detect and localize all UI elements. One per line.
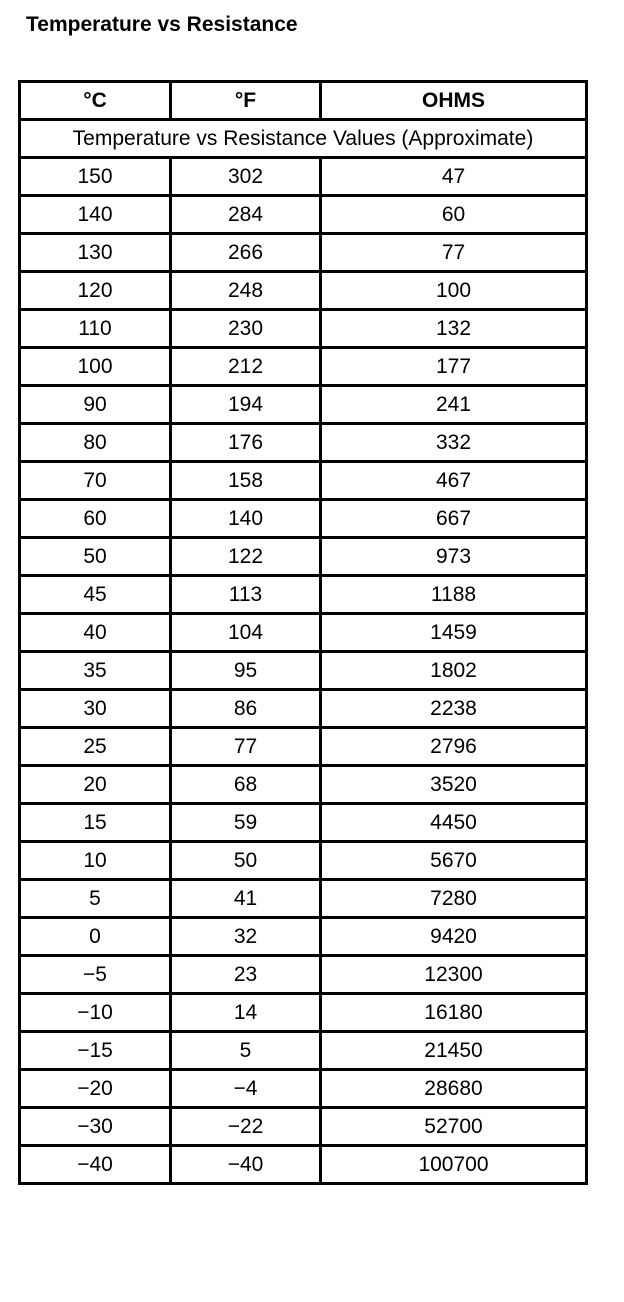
cell-celsius: 30 — [20, 690, 171, 728]
cell-ohms: 3520 — [321, 766, 587, 804]
cell-celsius: −10 — [20, 994, 171, 1032]
cell-fahrenheit: 14 — [171, 994, 321, 1032]
table-row — [20, 728, 587, 766]
table-row — [20, 310, 587, 348]
cell-fahrenheit: 23 — [171, 956, 321, 994]
table-row — [20, 234, 587, 272]
cell-ohms: 667 — [321, 500, 587, 538]
table-row — [20, 652, 587, 690]
cell-fahrenheit: 176 — [171, 424, 321, 462]
cell-ohms: 2238 — [321, 690, 587, 728]
cell-celsius: 100 — [20, 348, 171, 386]
table-row — [20, 842, 587, 880]
cell-celsius: 140 — [20, 196, 171, 234]
cell-celsius: 90 — [20, 386, 171, 424]
table-row — [20, 386, 587, 424]
cell-fahrenheit: 302 — [171, 158, 321, 196]
cell-ohms: 28680 — [321, 1070, 587, 1108]
cell-celsius: −30 — [20, 1108, 171, 1146]
cell-ohms: 1188 — [321, 576, 587, 614]
cell-ohms: 16180 — [321, 994, 587, 1032]
header-ohms: OHMS — [321, 82, 587, 120]
header-row — [20, 82, 587, 120]
cell-fahrenheit: −4 — [171, 1070, 321, 1108]
cell-fahrenheit: 59 — [171, 804, 321, 842]
cell-celsius: 35 — [20, 652, 171, 690]
table-row — [20, 804, 587, 842]
cell-fahrenheit: 5 — [171, 1032, 321, 1070]
cell-fahrenheit: −22 — [171, 1108, 321, 1146]
header-fahrenheit: °F — [171, 82, 321, 120]
table-row — [20, 576, 587, 614]
table-row — [20, 500, 587, 538]
table-row — [20, 690, 587, 728]
table-row — [20, 994, 587, 1032]
cell-celsius: 20 — [20, 766, 171, 804]
cell-fahrenheit: 212 — [171, 348, 321, 386]
table-subtitle: Temperature vs Resistance Values (Approximate) — [20, 120, 587, 158]
cell-ohms: 77 — [321, 234, 587, 272]
subtitle-row — [20, 120, 587, 158]
cell-ohms: 5670 — [321, 842, 587, 880]
cell-fahrenheit: 158 — [171, 462, 321, 500]
cell-ohms: 2796 — [321, 728, 587, 766]
cell-celsius: 5 — [20, 880, 171, 918]
cell-celsius: 130 — [20, 234, 171, 272]
cell-fahrenheit: 95 — [171, 652, 321, 690]
cell-celsius: −40 — [20, 1146, 171, 1184]
cell-celsius: 40 — [20, 614, 171, 652]
cell-celsius: −5 — [20, 956, 171, 994]
cell-ohms: 9420 — [321, 918, 587, 956]
table-row — [20, 880, 587, 918]
table-row — [20, 196, 587, 234]
cell-fahrenheit: 113 — [171, 576, 321, 614]
table-row — [20, 158, 587, 196]
cell-celsius: 60 — [20, 500, 171, 538]
cell-ohms: 132 — [321, 310, 587, 348]
cell-fahrenheit: 41 — [171, 880, 321, 918]
cell-fahrenheit: 50 — [171, 842, 321, 880]
cell-celsius: 120 — [20, 272, 171, 310]
cell-ohms: 12300 — [321, 956, 587, 994]
table-row — [20, 1032, 587, 1070]
cell-celsius: 150 — [20, 158, 171, 196]
cell-fahrenheit: 32 — [171, 918, 321, 956]
cell-celsius: 110 — [20, 310, 171, 348]
cell-fahrenheit: 122 — [171, 538, 321, 576]
table-row — [20, 272, 587, 310]
cell-ohms: 973 — [321, 538, 587, 576]
table-body — [20, 158, 587, 1184]
cell-ohms: 100700 — [321, 1146, 587, 1184]
cell-celsius: 50 — [20, 538, 171, 576]
cell-ohms: 47 — [321, 158, 587, 196]
cell-celsius: −20 — [20, 1070, 171, 1108]
cell-fahrenheit: 104 — [171, 614, 321, 652]
cell-fahrenheit: 230 — [171, 310, 321, 348]
cell-ohms: 100 — [321, 272, 587, 310]
table-row — [20, 1070, 587, 1108]
table-row — [20, 424, 587, 462]
table-row — [20, 614, 587, 652]
cell-fahrenheit: 86 — [171, 690, 321, 728]
table-row — [20, 348, 587, 386]
cell-ohms: 4450 — [321, 804, 587, 842]
cell-fahrenheit: 77 — [171, 728, 321, 766]
cell-fahrenheit: 140 — [171, 500, 321, 538]
cell-ohms: 241 — [321, 386, 587, 424]
cell-fahrenheit: 266 — [171, 234, 321, 272]
cell-fahrenheit: 284 — [171, 196, 321, 234]
cell-fahrenheit: 248 — [171, 272, 321, 310]
cell-celsius: 45 — [20, 576, 171, 614]
cell-fahrenheit: −40 — [171, 1146, 321, 1184]
cell-celsius: 10 — [20, 842, 171, 880]
cell-celsius: 0 — [20, 918, 171, 956]
header-celsius: °C — [20, 82, 171, 120]
cell-ohms: 52700 — [321, 1108, 587, 1146]
cell-celsius: −15 — [20, 1032, 171, 1070]
temperature-resistance-table — [18, 80, 588, 1185]
table-row — [20, 462, 587, 500]
cell-celsius: 15 — [20, 804, 171, 842]
table-row — [20, 766, 587, 804]
cell-celsius: 25 — [20, 728, 171, 766]
cell-ohms: 177 — [321, 348, 587, 386]
cell-ohms: 60 — [321, 196, 587, 234]
table-row — [20, 1108, 587, 1146]
page-title: Temperature vs Resistance — [26, 13, 298, 36]
cell-ohms: 1459 — [321, 614, 587, 652]
table-row — [20, 918, 587, 956]
table-row — [20, 1146, 587, 1184]
cell-ohms: 21450 — [321, 1032, 587, 1070]
cell-ohms: 7280 — [321, 880, 587, 918]
table-row — [20, 956, 587, 994]
cell-ohms: 332 — [321, 424, 587, 462]
cell-celsius: 80 — [20, 424, 171, 462]
cell-fahrenheit: 194 — [171, 386, 321, 424]
table-row — [20, 538, 587, 576]
cell-celsius: 70 — [20, 462, 171, 500]
cell-fahrenheit: 68 — [171, 766, 321, 804]
cell-ohms: 1802 — [321, 652, 587, 690]
cell-ohms: 467 — [321, 462, 587, 500]
